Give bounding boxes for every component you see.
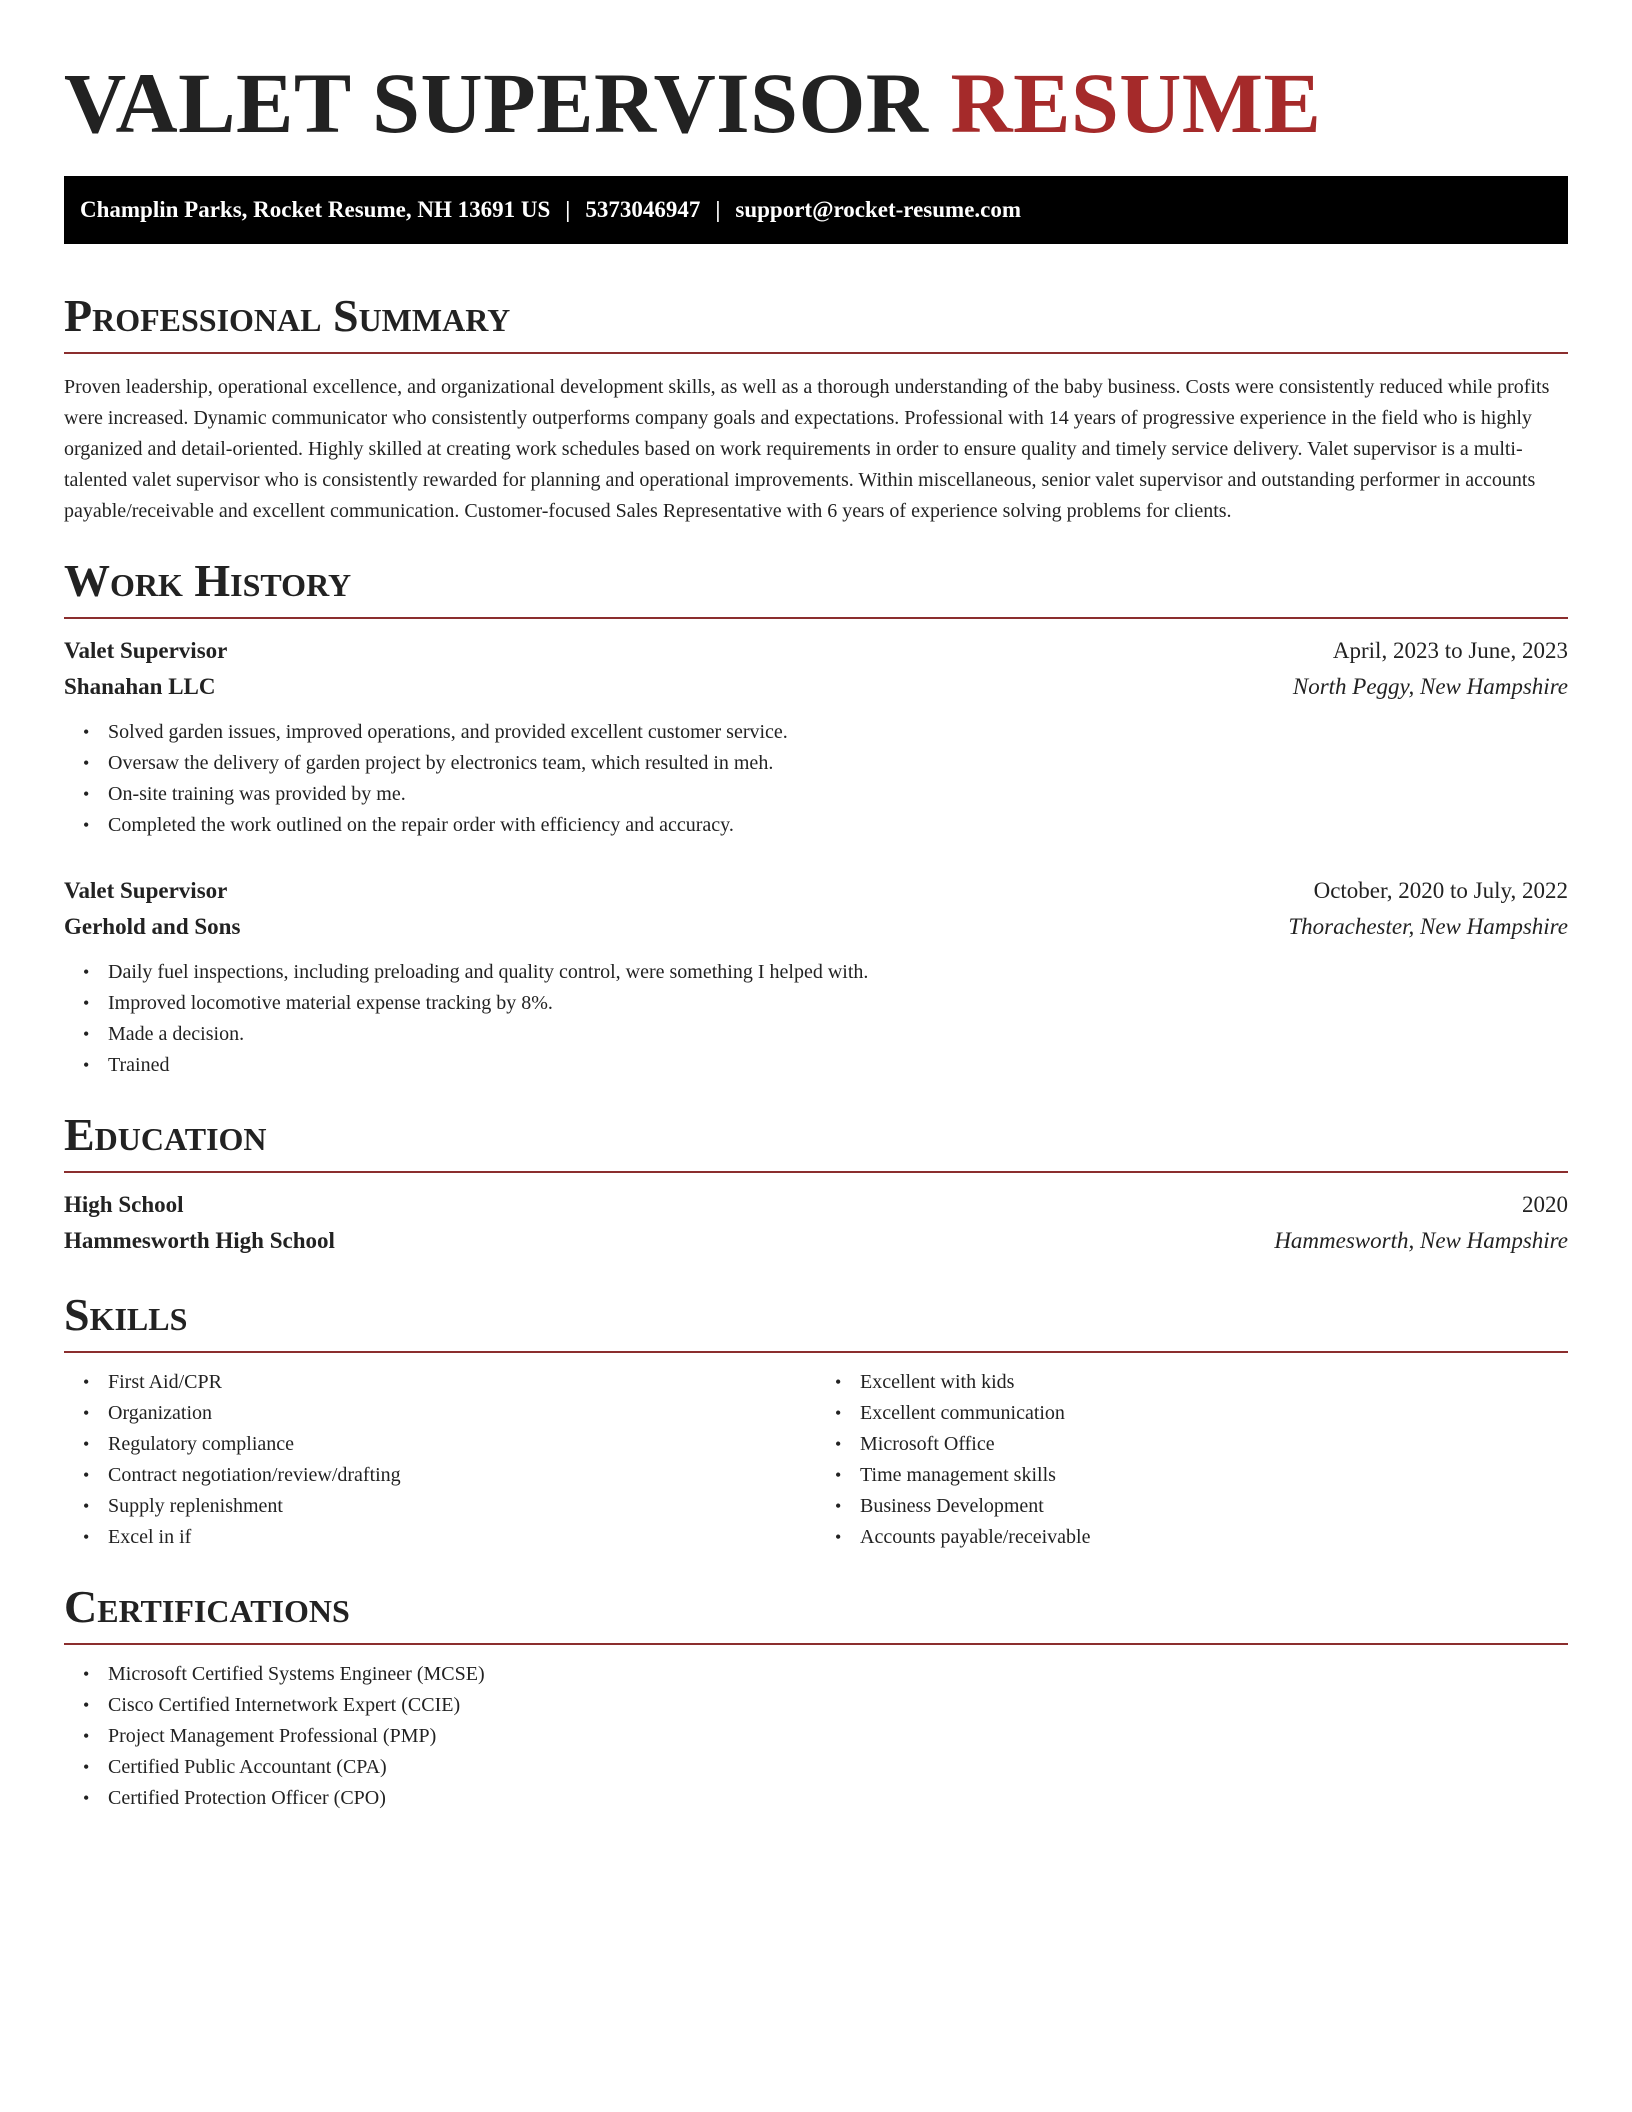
section-title-summary: Professional Summary [64,290,511,341]
list-item: • Microsoft Certified Systems Engineer (MCSE) [108,1659,1568,1690]
education-location: Hammesworth, New Hampshire [1274,1228,1568,1253]
job-entry [64,633,1568,841]
list-item: • Microsoft Office [860,1429,1568,1460]
summary-text: Proven leadership, operational excellence, and organizational development skills, as well as a thorough understanding of the baby business. Costs were consistently reduced while profits were increased. Dynamic communicator who consistently outperforms company goals and expectations. Professional with 14 years of progressive experience in the field who is highly organized and detail-oriented. Highly skilled at creating work schedules based on work requirements in order to ensure quality and timely service delivery. Valet supervisor is a multi-talented valet supervisor who is consistently rewarded for planning and operational improvements. Within miscellaneous, senior valet supervisor and outstanding performer in accounts payable/receivable and excellent communication. Customer-focused Sales Representative with 6 years of experience solving problems for clients. [64,376,1550,522]
section-divider [64,1643,1568,1645]
resume-title [64,52,1568,154]
job-company: Gerhold and Sons [64,914,241,939]
list-item: • Excellent with kids [860,1367,1568,1398]
job-location: North Peggy, New Hampshire [1292,674,1568,699]
list-item: • Trained [108,1050,1568,1081]
list-item: • Time management skills [860,1460,1568,1491]
list-item: • Business Development [860,1491,1568,1522]
job-entry [64,873,1568,1081]
list-item: • Completed the work outlined on the repair order with efficiency and accuracy. [108,810,1568,841]
contact-email: support@rocket-resume.com [735,197,1022,222]
contact-address: Champlin Parks, Rocket Resume, NH 13691 US [80,197,551,222]
list-item: • First Aid/CPR [108,1367,816,1398]
job-header-row [64,873,1568,909]
list-item: • Solved garden issues, improved operations, and provided excellent customer service. [108,717,1568,748]
contact-phone: 5373046947 [585,197,701,222]
list-item: • Excellent communication [860,1398,1568,1429]
education-section [64,1107,1568,1259]
skills-list-left [64,1367,816,1553]
job-dates: October, 2020 to July, 2022 [1313,878,1568,903]
section-title-skills: Skills [64,1289,188,1340]
list-item: • Regulatory compliance [108,1429,816,1460]
list-item: • Cisco Certified Internetwork Expert (CCIE) [108,1690,1568,1721]
education-year: 2020 [1522,1192,1568,1217]
job-company-row [64,669,1568,705]
list-item: • Excel in if [108,1522,816,1553]
contact-separator: | [715,197,721,222]
section-divider [64,1171,1568,1173]
certifications-list [64,1659,1568,1814]
title-main: VALET SUPERVISOR [64,55,929,151]
skills-list-right [816,1367,1568,1553]
certifications-section [64,1579,1568,1814]
section-divider [64,352,1568,354]
list-item: • Certified Public Accountant (CPA) [108,1752,1568,1783]
list-item: • Supply replenishment [108,1491,816,1522]
section-title-certifications: Certifications [64,1581,350,1632]
list-item: • Organization [108,1398,816,1429]
section-title-education: Education [64,1109,267,1160]
list-item: • Certified Protection Officer (CPO) [108,1783,1568,1814]
job-title: Valet Supervisor [64,638,228,663]
job-location: Thorachester, New Hampshire [1288,914,1568,939]
job-title: Valet Supervisor [64,878,228,903]
contact-separator: | [565,197,571,222]
list-item: • Improved locomotive material expense tracking by 8%. [108,988,1568,1019]
work-history-section [64,553,1568,1081]
job-company-row [64,909,1568,945]
skills-grid [64,1367,1568,1553]
education-degree: High School [64,1192,184,1217]
education-school: Hammesworth High School [64,1228,335,1253]
section-divider [64,1351,1568,1353]
section-title-work-history: Work History [64,555,352,606]
title-accent: RESUME [950,55,1322,151]
job-bullets [64,717,1568,841]
list-item: • On-site training was provided by me. [108,779,1568,810]
job-company: Shanahan LLC [64,674,216,699]
list-item: • Oversaw the delivery of garden project by electronics team, which resulted in meh. [108,748,1568,779]
skills-section [64,1287,1568,1553]
list-item: • Accounts payable/receivable [860,1522,1568,1553]
job-bullets [64,957,1568,1081]
job-dates: April, 2023 to June, 2023 [1332,638,1568,663]
education-school-row [64,1223,1568,1259]
contact-bar [64,176,1568,244]
list-item: • Made a decision. [108,1019,1568,1050]
section-divider [64,617,1568,619]
education-header-row [64,1187,1568,1223]
list-item: • Project Management Professional (PMP) [108,1721,1568,1752]
list-item: • Contract negotiation/review/drafting [108,1460,816,1491]
job-header-row [64,633,1568,669]
summary-section [64,288,1568,527]
list-item: • Daily fuel inspections, including preloading and quality control, were something I helped with. [108,957,1568,988]
education-entry [64,1187,1568,1259]
